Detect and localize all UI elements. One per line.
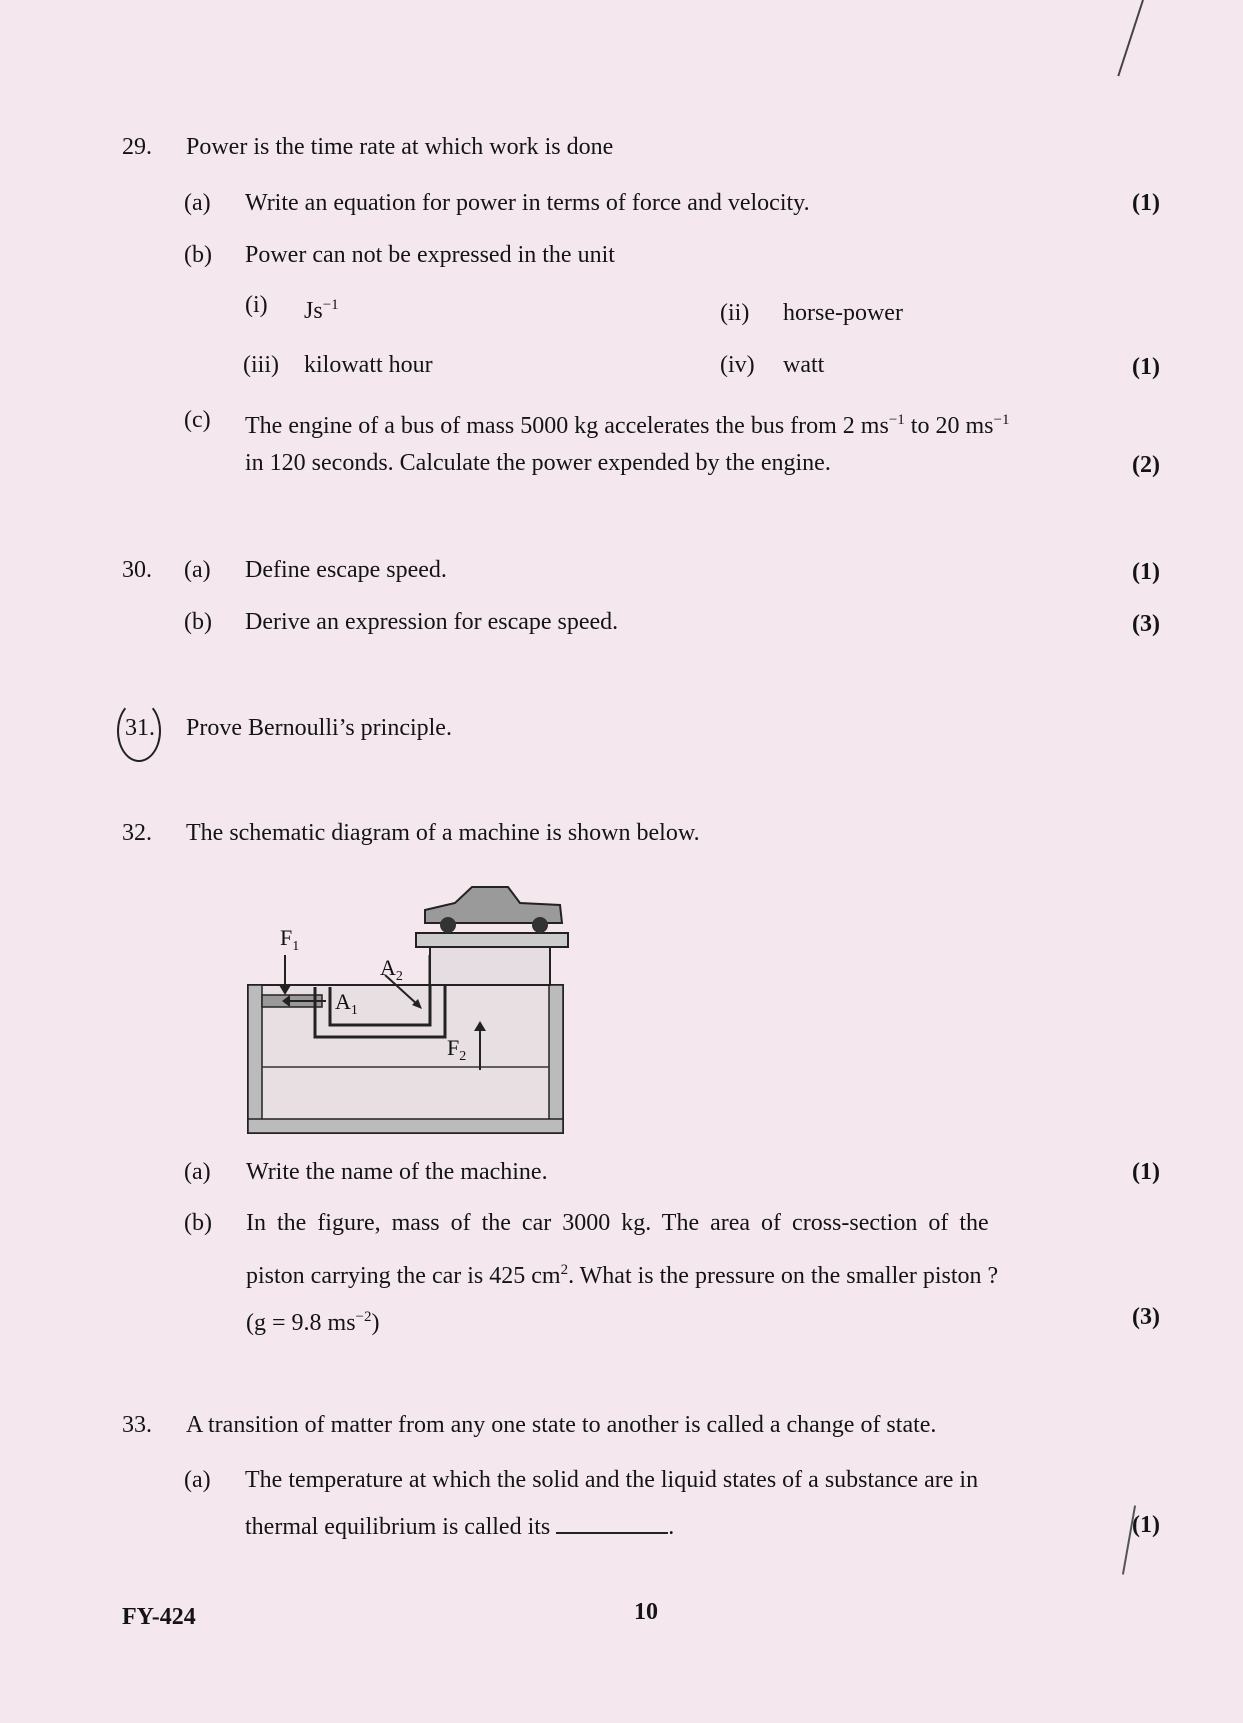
q29c-line1: The engine of a bus of mass 5000 kg accelerates the bus from 2 $ms^{-1}$ to 20 $ms^{-1}$ xyxy=(245,412,1010,439)
q29c-marks: (2) xyxy=(1132,452,1160,478)
q29b-text: Power can not be expressed in the unit xyxy=(245,242,615,268)
q30b-text: Derive an expression for escape speed. xyxy=(245,609,619,635)
q29b-option-iv-label: (iv) xyxy=(720,352,755,378)
tank-left-wall xyxy=(248,985,262,1133)
q32b-line2: piston carrying the car is 425 $cm^2$. What is the pressure on the smaller piston ? xyxy=(246,1262,999,1289)
q29b-option-iv: watt xyxy=(783,352,825,378)
q29b-option-i: $Js^{-1}$ xyxy=(304,297,339,324)
label-a1: $A_1$ xyxy=(335,989,358,1018)
q29b-option-ii-label: (ii) xyxy=(720,300,750,326)
label-a2: $A_2$ xyxy=(380,955,403,984)
q32-stem: The schematic diagram of a machine is shown below. xyxy=(186,820,700,846)
q32b-line3: (g = 9.8 $ms^{-2}$) xyxy=(246,1309,380,1336)
large-piston-platform xyxy=(416,933,568,947)
q29a-label: (a) xyxy=(184,190,211,216)
q29c-line2: in 120 seconds. Calculate the power expended by the engine. xyxy=(245,450,831,476)
pen-stroke xyxy=(1117,0,1144,76)
answer-blank xyxy=(556,1510,668,1534)
q32-number: 32. xyxy=(122,820,152,846)
q33a-line1: The temperature at which the solid and the liquid states of a substance are in xyxy=(245,1467,979,1493)
q32a-marks: (1) xyxy=(1132,1159,1160,1185)
tank-right-wall xyxy=(549,985,563,1133)
q29b-option-ii: horse-power xyxy=(783,300,903,326)
q31-text: Prove Bernoulli’s principle. xyxy=(186,715,452,741)
q29-number: 29. xyxy=(122,134,152,160)
q33a-marks: (1) xyxy=(1132,1512,1160,1538)
label-f2: $F_2$ xyxy=(447,1035,467,1064)
q30a-label: (a) xyxy=(184,557,211,583)
q30a-text: Define escape speed. xyxy=(245,557,447,583)
q29b-marks: (1) xyxy=(1132,354,1160,380)
q29a-marks: (1) xyxy=(1132,190,1160,216)
q29b-label: (b) xyxy=(184,242,212,268)
q32a-text: Write the name of the machine. xyxy=(246,1159,548,1185)
q32b-line1: In the figure, mass of the car 3000 kg. The area of cross-section of the xyxy=(246,1210,989,1236)
q33-stem: A transition of matter from any one state to another is called a change of state. xyxy=(186,1412,937,1438)
paper-code: FY-424 xyxy=(122,1604,196,1630)
q29a-text: Write an equation for power in terms of force and velocity. xyxy=(245,190,810,216)
q32b-marks: (3) xyxy=(1132,1304,1160,1330)
q29b-option-i-label: (i) xyxy=(245,292,268,318)
q33a-line2: thermal equilibrium is called its . xyxy=(245,1510,674,1542)
tank-floor xyxy=(248,1119,563,1133)
page-number: 10 xyxy=(634,1599,658,1625)
q32a-label: (a) xyxy=(184,1159,211,1185)
q32b-label: (b) xyxy=(184,1210,212,1236)
q29c-label: (c) xyxy=(184,407,211,433)
q29-stem: Power is the time rate at which work is done xyxy=(186,134,614,160)
label-f1: $F_1$ xyxy=(280,925,300,954)
car-illustration xyxy=(425,887,562,933)
large-cylinder xyxy=(430,945,550,985)
q30-number: 30. xyxy=(122,557,152,583)
q33-number: 33. xyxy=(122,1412,152,1438)
q31-number: 31. xyxy=(125,715,155,741)
q30a-marks: (1) xyxy=(1132,559,1160,585)
q30b-label: (b) xyxy=(184,609,212,635)
hydraulic-lift-svg xyxy=(240,875,580,1135)
hydraulic-lift-diagram xyxy=(240,875,580,1135)
q29b-option-iii-label: (iii) xyxy=(243,352,279,378)
q29b-option-iii: kilowatt hour xyxy=(304,352,433,378)
q33a-label: (a) xyxy=(184,1467,211,1493)
q30b-marks: (3) xyxy=(1132,611,1160,637)
